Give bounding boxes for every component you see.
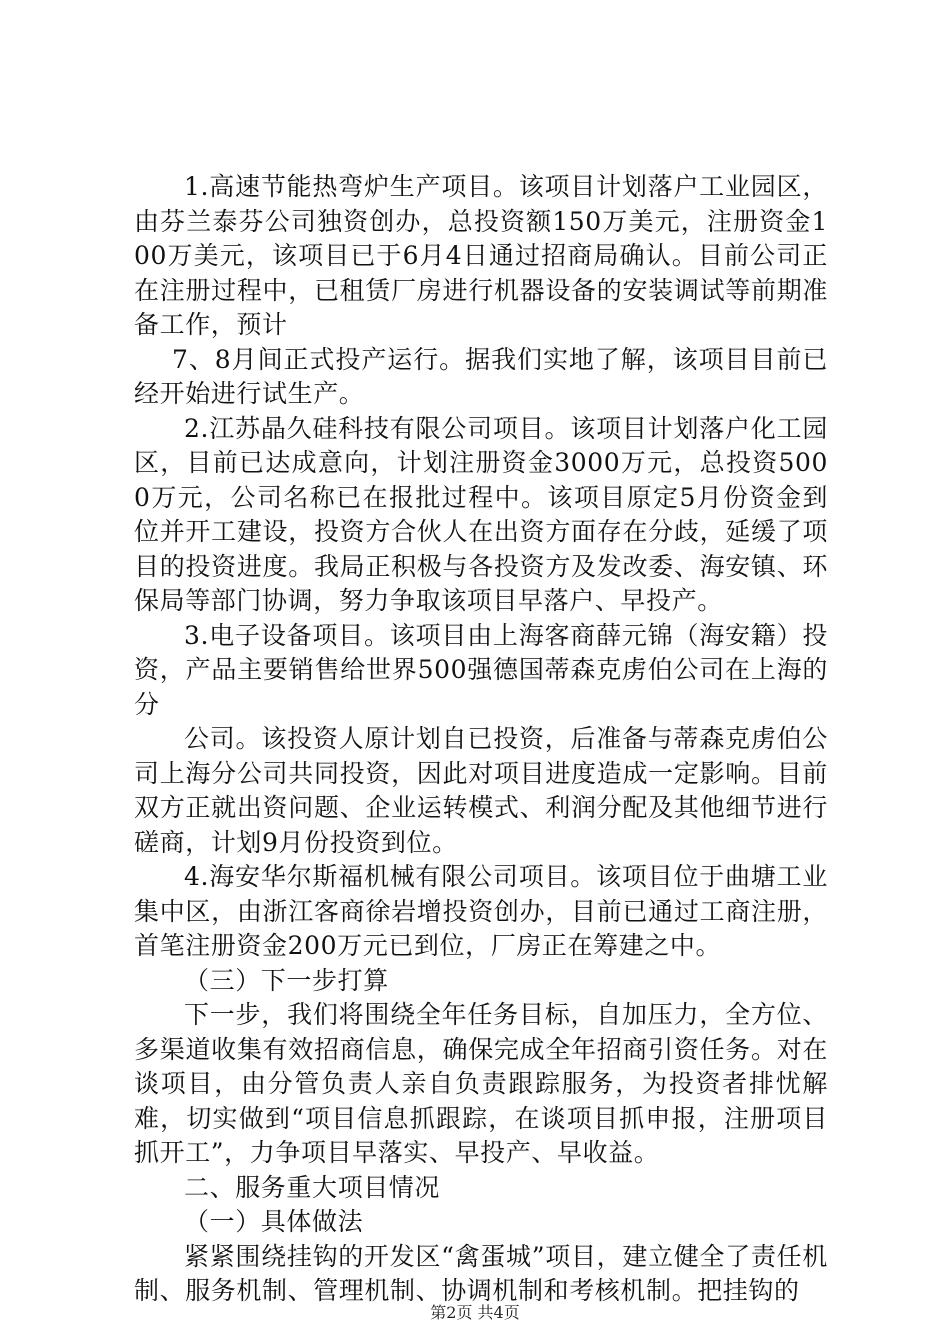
paragraph-project-3-continued: 公司。该投资人原计划自已投资，后准备与蒂森克虏伯公司上海分公司共同投资，因此对项目进度造成一定影响。目前双方正就出资问题、企业运转模式、利润分配及其他细节进行磋商，计划9月份投资到位。 [134, 724, 828, 857]
paragraph-project-1-continued: 7、8月间正式投产运行。据我们实地了解，该项目目前已经开始进行试生产。 [134, 344, 828, 408]
paragraph-specific-methods: 紧紧围绕挂钩的开发区“禽蛋城”项目，建立健全了责任机制、服务机制、管理机制、协调机制和考核机制。把挂钩的 [134, 1241, 828, 1305]
paragraph-project-2: 2.江苏晶久硅科技有限公司项目。该项目计划落户化工园区，目前已达成意向，计划注册资金3000万元，总投资5000万元，公司名称已在报批过程中。该项目原定5月份资金到位并开工建设，投资方合伙人在出资方面存在分歧，延缓了项目的投资进度。我局正积极与各投资方及发改委、海安镇、环保局等部门协调，努力争取该项目早落户、早投产。 [134, 413, 828, 615]
page-number-label: 第2页 共4页 [430, 1303, 520, 1322]
document-body [134, 170, 828, 1309]
section-heading-next-steps: （三）下一步打算 [184, 965, 389, 995]
page-footer [0, 1300, 950, 1323]
paragraph-project-1: 1.高速节能热弯炉生产项目。该项目计划落户工业园区，由芬兰泰芬公司独资创办，总投资额150万美元，注册资金100万美元，该项目已于6月4日通过招商局确认。目前公司正在注册过程中，已租赁厂房进行机器设备的安装调试等前期准备工作，预计 [134, 172, 828, 339]
paragraph-project-4: 4.海安华尔斯福机械有限公司项目。该项目位于曲塘工业集中区，由浙江客商徐岩增投资创办，目前已通过工商注册，首笔注册资金200万元已到位，厂房正在筹建之中。 [134, 862, 828, 960]
section-heading-service-projects: 二、服务重大项目情况 [184, 1172, 441, 1202]
section-heading-specific-methods: （一）具体做法 [184, 1207, 364, 1236]
paragraph-project-3: 3.电子设备项目。该项目由上海客商薛元锦（海安籍）投资，产品主要销售给世界500强德国蒂森克虏伯公司在上海的分 [134, 620, 828, 719]
paragraph-next-steps: 下一步，我们将围绕全年任务目标，自加压力，全方位、多渠道收集有效招商信息，确保完成全年招商引资任务。对在谈项目，由分管负责人亲自负责跟踪服务，为投资者排忧解难，切实做到“项目信息抓跟踪，在谈项目抓申报，注册项目抓开工”，力争项目早落实、早投产、早收益。 [134, 1000, 828, 1167]
